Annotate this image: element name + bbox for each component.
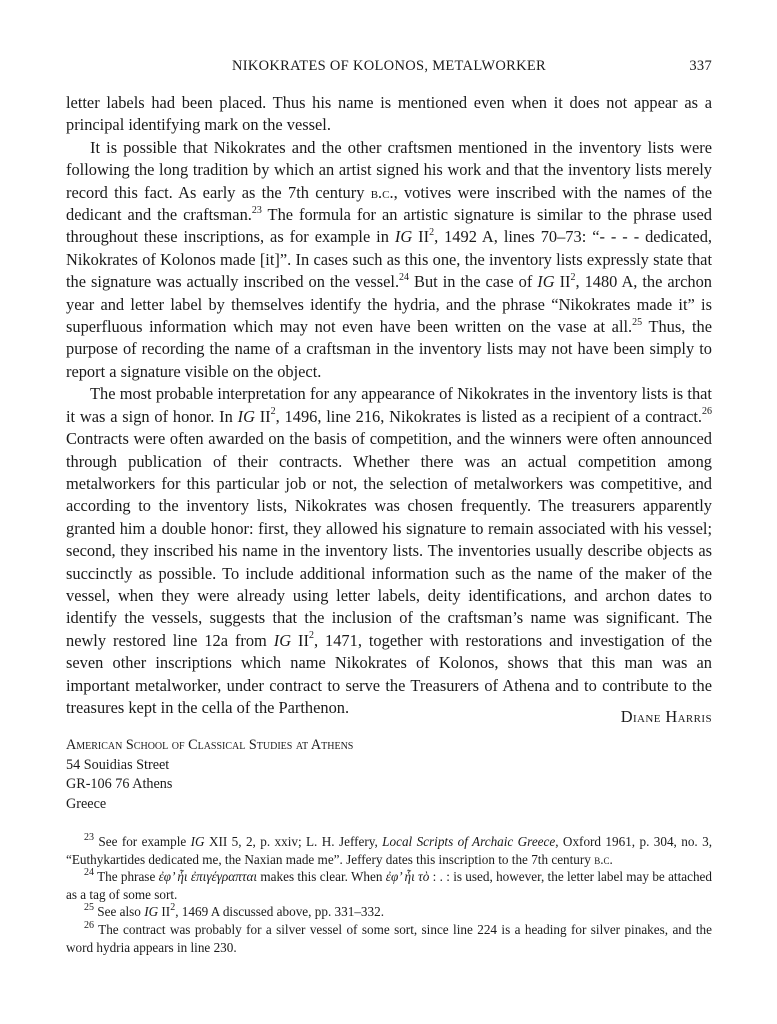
paragraph-artistic-signature bbox=[66, 137, 712, 383]
italic-text: Local Scripts of Archaic Greece bbox=[382, 834, 556, 849]
superscript: 2 bbox=[570, 271, 576, 283]
paragraph-continued bbox=[66, 92, 712, 137]
text-run: The most probable interpretation for any appearance of Nikokrates in the inventory lists is that it was a sign of honor. In bbox=[66, 384, 712, 426]
address-street: 54 Souidias Street bbox=[66, 756, 170, 773]
text-run: See for example bbox=[94, 834, 191, 849]
text-run: II bbox=[254, 406, 271, 426]
text-run: II bbox=[291, 630, 309, 650]
paragraph-sign-of-honor bbox=[66, 383, 712, 719]
superscript: 2 bbox=[429, 226, 435, 238]
superscript: 25 bbox=[84, 901, 94, 913]
running-head-title: NIKOKRATES OF KOLONOS, METALWORKER bbox=[231, 58, 547, 74]
text-run: The contract was probably for a silver vessel of some sort, since line 224 is a heading for silver pinakes, and the word hydria appears in line 230. bbox=[66, 921, 712, 955]
superscript: 23 bbox=[251, 204, 262, 216]
text-run: The formula for an artistic signature is similar to the phrase used throughout these inscriptions, as for example in bbox=[66, 205, 713, 247]
text-run: II bbox=[554, 272, 571, 292]
address-country: Greece bbox=[66, 795, 107, 812]
text-run: , Oxford 1961, p. 304, no. 3, “Euthykartides dedicated me, the Naxian made me”. Jeffery dates this inscription to the 7th century bbox=[66, 834, 712, 867]
text-run: XII 5, 2, p. xxiv; L. H. Jeffery, bbox=[204, 834, 383, 849]
author-address bbox=[66, 736, 353, 814]
superscript: 2 bbox=[170, 901, 176, 913]
italic-text: IG bbox=[237, 406, 255, 426]
superscript: 2 bbox=[270, 406, 276, 418]
text-run: b.c. bbox=[370, 182, 394, 202]
text-run: , 1471, together with restorations and investigation of the seven other inscriptions which name Nikokrates of Kolonos, shows that this man was an important metalworker, under contract to serve the Treasurers of Athena and to contribute to the treasures kept in the cella of the Parthenon. bbox=[66, 630, 712, 717]
footnote-24 bbox=[66, 868, 712, 903]
footnotes bbox=[66, 833, 712, 956]
author-signature: Diane Harris bbox=[620, 707, 712, 726]
text-run: See also bbox=[94, 904, 145, 920]
text-run: , 1496, line 216, Nikokrates is listed as a recipient of a contract. bbox=[275, 406, 703, 426]
address-institution: American School of Classical Studies at Athens bbox=[66, 737, 354, 753]
superscript: 26 bbox=[84, 919, 94, 931]
superscript: 26 bbox=[702, 406, 713, 418]
text-run: letter labels had been placed. Thus his name is mentioned even when it does not appear as a principal identifying mark on the vessel. bbox=[66, 93, 712, 135]
text-run: Thus, the purpose of recording the name of a craftsman in the inventory lists may not have been simply to report a signature visible on the object. bbox=[66, 317, 712, 381]
footnote-23 bbox=[66, 833, 712, 868]
superscript: 24 bbox=[84, 866, 94, 878]
text-run: II bbox=[158, 904, 171, 920]
text-run: makes this clear. When bbox=[257, 869, 386, 885]
footnote-25 bbox=[66, 903, 712, 921]
text-run: II bbox=[412, 227, 430, 247]
text-run: The phrase bbox=[94, 869, 159, 885]
italic-text: IG bbox=[273, 630, 292, 650]
text-run: It is possible that Nikokrates and the other craftsmen mentioned in the inventory lists were following the long tradition by which an artist signed his work and that the inventory lists merely record this fact. As early as the 7th century bbox=[66, 137, 712, 202]
italic-text: IG bbox=[394, 227, 413, 247]
footnote-26 bbox=[66, 921, 712, 956]
italic-text: IG bbox=[144, 904, 159, 920]
text-run: But in the case of bbox=[409, 272, 538, 292]
superscript: 23 bbox=[84, 831, 94, 843]
italic-text: ἐφ’ ἧι τὸ bbox=[385, 869, 430, 885]
superscript: 24 bbox=[399, 271, 410, 283]
italic-text: IG bbox=[190, 834, 205, 849]
page-number: 337 bbox=[689, 58, 712, 74]
address-city: GR-106 76 Athens bbox=[66, 776, 173, 793]
text-run: : . : is used, however, the letter label may be attached as a tag of some sort. bbox=[66, 869, 712, 902]
superscript: 25 bbox=[632, 316, 643, 328]
text-run: , votives were inscribed with the names of the dedicant and the craftsman. bbox=[66, 182, 712, 225]
text-run: , 1480 A, the archon year and letter label by themselves identify the hydria, and the phrase “Nikokrates made it” is superfluous information which may not even have been written on the vase at all. bbox=[66, 272, 712, 337]
text-run: , 1469 A discussed above, pp. 331–332. bbox=[175, 904, 384, 920]
text-run: Contracts were often awarded on the basis of competition, and the winners were often announced through publication of their contracts. Whether there was an actual competition among metalworkers for this particular job or not, the selection of metalworkers was competitive, and according to the inventory lists, Nikokrates was chosen frequently. The treasurers apparently granted him a double honor: first, they allowed his signature to remain associated with his vessel; second, they inscribed his name in the inventory lists. The inventories usually describe objects as succinctly as possible. To include additional information such as the name of the maker of the vessel, when they were already using letter labels, deity identifications, and archon dates to identify the vessels, suggests that the inclusion of the craftsman’s name was significant. The newly restored line 12a from bbox=[66, 429, 712, 650]
text-run: , 1492 A, lines 70–73: “- - - - dedicated, Nikokrates of Kolonos made [it]”. In cases such as this one, the inventory lists expressly state that the signature was actually inscribed on the vessel. bbox=[66, 227, 713, 292]
italic-text: ἐφ’ ἧι ἐπιγέγραπται bbox=[158, 869, 258, 885]
italic-text: IG bbox=[537, 272, 555, 292]
text-run: b.c. bbox=[594, 851, 613, 867]
article-body bbox=[66, 92, 712, 719]
superscript: 2 bbox=[308, 630, 314, 642]
